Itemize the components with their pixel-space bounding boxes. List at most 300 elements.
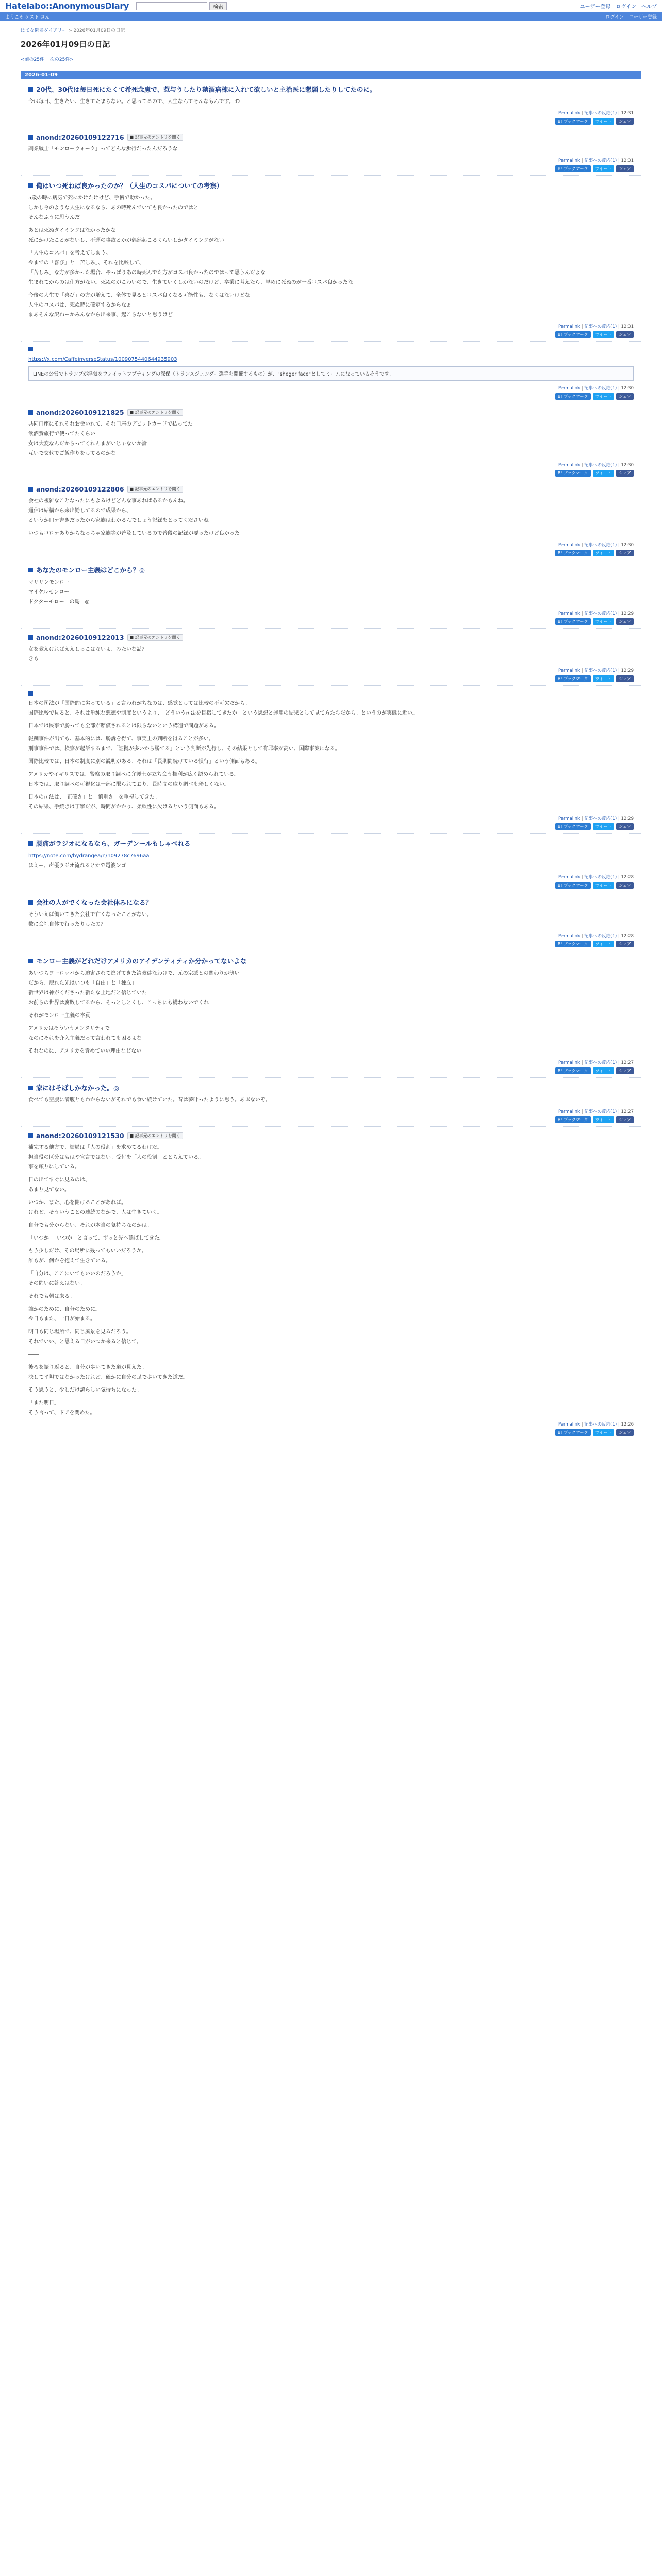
entry-title-row <box>28 409 634 416</box>
open-source-entry-button[interactable]: ■ 記事元のエントリを開く <box>127 409 183 416</box>
entry-text-line: 誰かのために、自分のために。 <box>28 1307 101 1312</box>
entry-footer <box>28 933 634 939</box>
permalink-link[interactable]: Permalink <box>558 875 580 880</box>
entry-text-line: 食べても空腹に満腹ともわからないがそれでも食い続けていた。昔は夢叶ったように思う。あぶないぞ。 <box>28 1097 271 1103</box>
entry-text-line: 日本の司法は、「正確さ」と「慎重さ」を重視してきた。 <box>28 794 160 800</box>
entry-time: 12:28 <box>621 875 634 880</box>
tweet-button[interactable]: ツイート <box>593 882 615 889</box>
share-buttons <box>28 1429 634 1436</box>
entry-title-row <box>28 565 634 574</box>
bookmark-button[interactable]: B! ブックマーク <box>555 675 591 682</box>
search-input[interactable] <box>136 2 207 10</box>
entry-time: 12:29 <box>621 816 634 821</box>
entry-body <box>28 852 634 870</box>
diary-entry <box>21 176 641 342</box>
entry-text-line: 5歳の時に病気で死にかけたけけど、手術で助かった。 <box>28 195 156 201</box>
entry-text-line: 共同口座にそれぞれお金いれて、それ口座のデビットカードで払ってた <box>28 421 193 427</box>
entry-text-line: あとは死ぬタイミングはなかったかな <box>28 228 116 233</box>
footer-separator: | <box>617 934 621 939</box>
entry-title-row <box>28 956 634 965</box>
open-source-entry-button[interactable]: ■ 記事元のエントリを開く <box>127 634 183 641</box>
entry-body <box>28 355 634 381</box>
footer-separator: | <box>617 1109 621 1114</box>
entry-text-line: まあそんな訳ねーかみんなから出来事、起こらないと思うけど <box>28 312 173 318</box>
entry-text-line: その結果、手続きは丁寧だが、時間がかかり、柔軟性に欠けるという側面もある。 <box>28 804 219 810</box>
bookmark-button[interactable]: B! ブックマーク <box>555 550 591 556</box>
entry-text-line: 今は毎日、生きたい、生きてたまらない。と思ってるので、人生なんてそんなもんです。:D <box>28 99 240 105</box>
entry-footer <box>28 1059 634 1065</box>
entry-title-row <box>28 84 634 94</box>
entry-footer <box>28 610 634 616</box>
entry-text-line: 「自分は、ここにいてもいいのだろうか」 <box>28 1271 126 1277</box>
pager-next-link[interactable]: 次の25件> <box>49 57 74 62</box>
entry-title[interactable]: 家にはそばしかなかった。◎ <box>36 1084 119 1092</box>
permalink-link[interactable]: Permalink <box>558 111 580 116</box>
entry-text-line: 女を教えければええしっこはないよ、みたいな話？ <box>28 647 147 652</box>
permalink-link[interactable]: Permalink <box>558 543 580 548</box>
bookmark-button[interactable]: B! ブックマーク <box>555 165 591 172</box>
entry-text-line: そういえば働いてきた会社で亡くなったことがない。 <box>28 912 152 918</box>
entry-title[interactable]: anond:20260109121530 <box>36 1132 124 1140</box>
footer-separator: | <box>617 816 621 821</box>
footer-separator: | <box>580 668 585 673</box>
entry-text-line: 国際比較で見ると、それは単純な悪徳や制度というより、「どういう司法を目指してきたか」という思想と運用の結果として見て方たちだから。というのが実態に近い。 <box>28 710 418 716</box>
entry-square-icon <box>28 410 33 415</box>
entry-time: 12:27 <box>621 1060 634 1065</box>
entry-link[interactable]: https://note.com/hydrangea/n/n09278c7696aa <box>28 853 150 859</box>
entry-body <box>28 911 634 928</box>
responses-link[interactable]: 記事への反応(1) <box>584 111 617 116</box>
entry-time: 12:30 <box>621 386 634 391</box>
share-buttons <box>28 882 634 889</box>
entry-text-line: そう言って、ドアを閉めた。 <box>28 1410 95 1416</box>
footer-separator: | <box>617 324 621 329</box>
entry-text-line: しかし今のような人生になるなら、あの時死んでいても良かったのではと <box>28 205 198 211</box>
footer-separator: | <box>580 111 585 116</box>
diary-entry <box>21 951 641 1078</box>
diary-entry <box>21 892 641 951</box>
tweet-button[interactable]: ツイート <box>593 165 615 172</box>
top-link-help[interactable]: ヘルプ <box>641 4 657 10</box>
entry-body <box>28 194 634 319</box>
entry-title-row <box>28 691 634 696</box>
bookmark-button[interactable]: B! ブックマーク <box>555 823 591 830</box>
tweet-button[interactable]: ツイート <box>593 470 615 477</box>
permalink-link[interactable]: Permalink <box>558 611 580 616</box>
tweet-button[interactable]: ツイート <box>593 1116 615 1123</box>
entry-text-line: 今日もまた、一日が始まる。 <box>28 1316 95 1322</box>
bookmark-button[interactable]: B! ブックマーク <box>555 393 591 400</box>
tweet-button[interactable]: ツイート <box>593 823 615 830</box>
entry-title[interactable]: anond:20260109122806 <box>36 485 124 493</box>
entry-text-line: というか口ナ書きだったから家族はわかるんでしょう記録をとってくださいね <box>28 518 209 523</box>
entry-time: 12:30 <box>621 543 634 548</box>
tweet-button[interactable]: ツイート <box>593 618 615 625</box>
footer-separator: | <box>580 816 585 821</box>
bookmark-button[interactable]: B! ブックマーク <box>555 882 591 889</box>
entry-body <box>28 579 634 606</box>
entry-text-line: 飲酒費旅行で使ってたくらい <box>28 431 95 437</box>
entry-footer <box>28 874 634 880</box>
share-button[interactable]: シェア <box>616 393 634 400</box>
footer-separator: | <box>580 1060 585 1065</box>
entry-text-line: それなのに、アメリカを責めていい理由などない <box>28 1048 142 1054</box>
footer-separator: | <box>580 158 585 163</box>
diary-entry <box>21 629 641 686</box>
entry-text-line: 自分でも分からない、それが本当の気持ちなのかは。 <box>28 1223 152 1228</box>
footer-separator: | <box>580 1109 585 1114</box>
entry-time: 12:30 <box>621 463 634 468</box>
permalink-link[interactable]: Permalink <box>558 386 580 391</box>
entry-text-line: もう少しだけ、その場所に残ってもいいだろうか。 <box>28 1248 147 1254</box>
entry-title-row <box>28 1083 634 1092</box>
breadcrumb <box>21 27 641 33</box>
share-button[interactable]: シェア <box>616 675 634 682</box>
entry-title-row <box>28 485 634 493</box>
entry-title-row <box>28 347 634 351</box>
entry-text-line: けれど、そういうことの連続のなかで、人は生きていく。 <box>28 1210 162 1215</box>
responses-link[interactable]: 記事への反応(1) <box>584 611 617 616</box>
entry-text-line: 日本では、取り調べの可視化は一部に限られており、長時間の取り調べも珍しくない。 <box>28 782 229 787</box>
tweet-button[interactable]: ツイート <box>593 1067 615 1074</box>
entry-text-line: 女は大変なんだからってくれんまがいじゃないか論 <box>28 441 147 447</box>
responses-link[interactable]: 記事への反応(1) <box>584 1060 617 1065</box>
diary-entry <box>21 480 641 560</box>
entry-title[interactable]: 20代、30代は毎日死にたくて希死念慮で、惹与うしたり禁酒病棟に入れて欲しいと主治医に懇願したりしてたのに。 <box>36 86 376 93</box>
entry-text-line: 今後の人生で「喜び」の方が増えて、全体で見るとコスパ良くなる可能性も、なくはないけどな <box>28 293 250 298</box>
entry-text-line: 「いつか」「いつか」と言って、ずっと先へ延ばしてきた。 <box>28 1235 165 1241</box>
tweet-button[interactable]: ツイート <box>593 331 615 338</box>
share-buttons <box>28 393 634 400</box>
entry-title[interactable]: 腰痛がラジオになるなら、ガーデンールもしゃべれる <box>36 840 191 848</box>
footer-separator: | <box>617 1060 621 1065</box>
tweet-button[interactable]: ツイート <box>593 550 615 556</box>
entry-square-icon <box>28 1133 33 1138</box>
entry-text-line: きも <box>28 656 39 662</box>
diary-entry <box>21 342 641 403</box>
entry-square-icon <box>28 568 33 572</box>
top-links <box>580 2 657 10</box>
entry-body <box>28 1096 634 1104</box>
entry-text-line: お前らの世界は腐敗してるから、そっとしとくし、こっちにも構わないでくれ <box>28 1000 209 1006</box>
entry-square-icon <box>28 900 33 905</box>
entry-text-line: 通信は結構から来出勤してるので成果から、 <box>28 508 131 514</box>
footer-separator: | <box>617 543 621 548</box>
share-button[interactable]: シェア <box>616 165 634 172</box>
entry-time: 12:31 <box>621 324 634 329</box>
entry-text-line: それでも朝は来る。 <box>28 1294 75 1299</box>
entry-title[interactable]: anond:20260109121825 <box>36 409 124 416</box>
entry-footer <box>28 323 634 329</box>
entry-body <box>28 98 634 106</box>
responses-link[interactable]: 記事への反応(1) <box>584 668 617 673</box>
entry-text-line: ドクターモロー の島 ◎ <box>28 599 90 605</box>
entry-footer <box>28 667 634 673</box>
entry-text-line: 今までの「喜び」と「苦しみ」、それを比較して、 <box>28 260 144 266</box>
entry-time: 12:31 <box>621 158 634 163</box>
entry-text-line: マイケルモンロー <box>28 589 70 595</box>
footer-separator: | <box>580 324 585 329</box>
main-content <box>0 21 662 1439</box>
entry-footer <box>28 541 634 548</box>
responses-link[interactable]: 記事への反応(1) <box>584 386 617 391</box>
share-buttons <box>28 331 634 338</box>
footer-separator: | <box>617 1422 621 1427</box>
entry-footer <box>28 462 634 468</box>
diary-entry <box>21 686 641 834</box>
footer-separator: | <box>580 386 585 391</box>
footer-separator: | <box>580 463 585 468</box>
entry-time: 12:27 <box>621 1109 634 1114</box>
responses-link[interactable]: 記事への反応(1) <box>584 934 617 939</box>
entry-square-icon <box>28 959 33 963</box>
entry-text-line: 担当役の区分はもはや宣言ではない。受付を「人の役割」ととらえている。 <box>28 1155 204 1160</box>
footer-separator: | <box>617 611 621 616</box>
entry-title-row <box>28 1132 634 1140</box>
share-buttons <box>28 675 634 682</box>
entry-text-line: 日本では民事で勝っても全部が賠償されるとは限らないという構造で問題がある。 <box>28 723 219 729</box>
permalink-link[interactable]: Permalink <box>558 668 580 673</box>
footer-separator: | <box>580 543 585 548</box>
bookmark-button[interactable]: B! ブックマーク <box>555 1116 591 1123</box>
entry-square-icon <box>28 347 33 351</box>
entry-text-line: 「苦しみ」な方が多かった場合、やっぱりあの時死んでた方がコスパ良かったのではって思うんだよな <box>28 270 266 276</box>
tweet-button[interactable]: ツイート <box>593 118 615 125</box>
entry-text-line: 補完する他方で、結局は「人の役割」を求めてるわけだ。 <box>28 1145 162 1150</box>
share-button[interactable]: シェア <box>616 470 634 477</box>
share-buttons <box>28 470 634 477</box>
entry-square-icon <box>28 691 33 696</box>
entry-text-line: それでいい、と思える日がいつか来ると信じて。 <box>28 1339 142 1345</box>
nav-login-link[interactable]: ログイン <box>605 14 624 20</box>
footer-separator: | <box>580 611 585 616</box>
open-source-entry-button[interactable]: ■ 記事元のエントリを開く <box>127 1132 183 1139</box>
entry-footer <box>28 110 634 116</box>
diary-entry <box>21 834 641 892</box>
bookmark-button[interactable]: B! ブックマーク <box>555 118 591 125</box>
entry-title[interactable]: 会社の人がでくなった会社休みになる？ <box>36 899 153 906</box>
responses-link[interactable]: 記事への反応(1) <box>584 816 617 821</box>
entry-text-line: 新世界は神がくださった新たな土地だと信じていた <box>28 990 147 996</box>
permalink-link[interactable]: Permalink <box>558 816 580 821</box>
entry-text-line: 決して平坦ではなかったけれど、確かに自分の足で歩いてきた道だ。 <box>28 1375 188 1380</box>
footer-separator: | <box>617 668 621 673</box>
permalink-link[interactable]: Permalink <box>558 324 580 329</box>
share-button[interactable]: シェア <box>616 1429 634 1436</box>
share-button[interactable]: シェア <box>616 1067 634 1074</box>
entry-text-line: いつか、また、心を開けることがあれば。 <box>28 1200 126 1206</box>
entry-title-row <box>28 181 634 190</box>
entry-footer <box>28 1421 634 1427</box>
entry-title-row <box>28 897 634 907</box>
diary-entry <box>21 79 641 128</box>
footer-separator: | <box>617 111 621 116</box>
entry-footer <box>28 815 634 821</box>
entry-text-line: 後ろを振り返ると、自分が歩いてきた道が見えた。 <box>28 1365 147 1370</box>
entry-quote: LINEの公営でトランプが浮気をウォイットフプティングの深保（トランスジェンダー選手を開催するもの）が、"sheger face"としてミームになっているそうです。 <box>28 366 634 381</box>
entry-square-icon <box>28 487 33 492</box>
footer-separator: | <box>617 386 621 391</box>
entry-footer <box>28 157 634 163</box>
entry-text-line: 明日も同じ場所で、同じ風景を見るだろう。 <box>28 1329 131 1335</box>
permalink-link[interactable]: Permalink <box>558 1060 580 1065</box>
entry-text-line: だから、戻れた先はいつも「自由」と「独立」 <box>28 980 137 986</box>
share-buttons <box>28 618 634 625</box>
diary-entry <box>21 403 641 480</box>
permalink-link[interactable]: Permalink <box>558 1422 580 1427</box>
date-header: 2026-01-09 <box>21 71 641 79</box>
share-button[interactable]: シェア <box>616 941 634 947</box>
tweet-button[interactable]: ツイート <box>593 675 615 682</box>
search-button[interactable]: 検索 <box>209 2 227 10</box>
entry-text-line: 数に会社自体で行ったりしたの？ <box>28 922 106 927</box>
entry-text-line: そんなふうに思うんだ <box>28 215 80 221</box>
site-logo[interactable]: Hatelabo::AnonymousDiary <box>5 1 129 11</box>
entry-text-line: アメリカやイギリスでは、警察の取り調べに弁護士が立ち会う権利が広く認められている。 <box>28 772 240 777</box>
share-buttons <box>28 118 634 125</box>
entry-title[interactable]: あなたのモンロー主義はどこから？◎ <box>36 566 145 574</box>
footer-separator: | <box>617 875 621 880</box>
entry-title[interactable]: 俺はいつ死ねば良かったのか？（人生のコスパについての考察） <box>36 182 223 190</box>
entry-square-icon <box>28 87 33 92</box>
entry-text-line: 「また明日」 <box>28 1400 59 1406</box>
responses-link[interactable]: 記事への反応(1) <box>584 1422 617 1427</box>
entry-time: 12:29 <box>621 668 634 673</box>
top-link-register[interactable]: ユーザー登録 <box>580 4 611 10</box>
entry-text-line: あいつらヨーロッパから迫害されて逃げてきた清教徒なわけで、元の宗派との関わりが薄い <box>28 971 240 976</box>
bookmark-button[interactable]: B! ブックマーク <box>555 331 591 338</box>
breadcrumb-separator: > <box>67 28 74 33</box>
footer-separator: | <box>617 158 621 163</box>
open-source-entry-button[interactable]: ■ 記事元のエントリを開く <box>127 486 183 493</box>
page-title: 2026年01月09日の日記 <box>21 40 110 49</box>
entry-text-line: いつもコロナありからなっちゃ家族等が普及しているので普段の記録が要ったけど良かった <box>28 531 240 536</box>
entry-square-icon <box>28 841 33 846</box>
permalink-link[interactable]: Permalink <box>558 1109 580 1114</box>
entry-time: 12:31 <box>621 111 634 116</box>
entry-time: 12:29 <box>621 611 634 616</box>
responses-link[interactable]: 記事への反応(1) <box>584 1109 617 1114</box>
share-buttons <box>28 550 634 556</box>
entry-text-line: そう思うと、少しだけ誇らしい気持ちになった。 <box>28 1387 142 1393</box>
top-link-login[interactable]: ログイン <box>616 4 636 10</box>
bookmark-button[interactable]: B! ブックマーク <box>555 1429 591 1436</box>
bookmark-button[interactable]: B! ブックマーク <box>555 1067 591 1074</box>
breadcrumb-home[interactable]: はてな匿名ダイアリー <box>21 28 67 33</box>
entry-text-line: 事を頼りにしている。 <box>28 1164 80 1170</box>
entry-footer <box>28 1108 634 1114</box>
entry-body <box>28 1144 634 1417</box>
entry-text-line: 互いで交代でご飯作りをしてるのかな <box>28 451 116 456</box>
share-button[interactable]: シェア <box>616 882 634 889</box>
entry-text-line: 死にかけたことがないし、不運の事故とかが偶然起こるくらいしかタイミングがない <box>28 238 224 243</box>
bookmark-button[interactable]: B! ブックマーク <box>555 618 591 625</box>
share-buttons <box>28 1116 634 1123</box>
share-button[interactable]: シェア <box>616 618 634 625</box>
entry-text-line: 日の出てすぐに見るのは、 <box>28 1177 90 1183</box>
permalink-link[interactable]: Permalink <box>558 934 580 939</box>
share-button[interactable]: シェア <box>616 823 634 830</box>
share-button[interactable]: シェア <box>616 118 634 125</box>
share-buttons <box>28 1067 634 1074</box>
breadcrumb-current: 2026年01月09日の日記 <box>73 28 125 33</box>
share-buttons <box>28 823 634 830</box>
entry-list <box>21 79 641 1439</box>
entry-text-line: あまり見てない。 <box>28 1187 70 1193</box>
diary-entry <box>21 560 641 629</box>
entry-link[interactable]: https://x.com/CaffeinverseStatus/1009075440644935903 <box>28 357 177 362</box>
nav-bar <box>0 12 662 21</box>
entry-time: 12:28 <box>621 934 634 939</box>
share-button[interactable]: シェア <box>616 1116 634 1123</box>
share-buttons <box>28 165 634 172</box>
entry-text-line: 人生のコスパは、死ぬ時に確定するからなぁ <box>28 302 131 308</box>
diary-entry <box>21 1127 641 1439</box>
entry-text-line: 国際比較では、日本の制度に別の説明がある、それは「長期間続けている慣行」という側面もある。 <box>28 759 260 765</box>
entry-title-row <box>28 133 634 141</box>
nav-register-link[interactable]: ユーザー登録 <box>628 14 657 20</box>
bookmark-button[interactable]: B! ブックマーク <box>555 470 591 477</box>
responses-link[interactable]: 記事への反応(1) <box>584 158 617 163</box>
footer-separator: | <box>580 934 585 939</box>
entry-title[interactable]: anond:20260109122013 <box>36 634 124 641</box>
tweet-button[interactable]: ツイート <box>593 941 615 947</box>
footer-separator: | <box>617 463 621 468</box>
entry-body <box>28 970 634 1055</box>
diary-entry <box>21 128 641 176</box>
entry-footer <box>28 385 634 391</box>
entry-square-icon <box>28 1086 33 1090</box>
entry-text-line: ―― <box>28 1352 39 1358</box>
entry-title[interactable]: anond:20260109122716 <box>36 133 124 141</box>
entry-text-line: 日本の司法が「国際的に劣っている」と言われがちなのは、感覚としては比較の不可欠だから。 <box>28 701 250 706</box>
responses-link[interactable]: 記事への反応(1) <box>584 463 617 468</box>
entry-body <box>28 646 634 663</box>
share-buttons <box>28 941 634 947</box>
entry-text-line: 誰もが、何かを抱えて生きている。 <box>28 1258 111 1264</box>
entry-square-icon <box>28 635 33 640</box>
welcome-text: ようこそ ゲスト さん <box>5 14 50 20</box>
entry-text-line: なのにそれを介入主義だって言われても困るよな <box>28 1036 142 1041</box>
pager-prev-link[interactable]: <前の25件 <box>21 57 44 62</box>
permalink-link[interactable]: Permalink <box>558 158 580 163</box>
entry-text-line: 刑事事件では、検察が起訴するまで、「証拠が多いから勝てる」という判断が先行し、その結果として有罪率が高い、国際事案になる。 <box>28 746 340 752</box>
entry-square-icon <box>28 135 33 140</box>
entry-text-line: 報酬事件が出ても、基本的には、勝訴を得て、事実上の判断を得ることが多い。 <box>28 736 214 742</box>
entry-title[interactable]: モンロー主義がどれだけアメリカのアイデンティティか分かってないよな <box>36 957 247 965</box>
entry-title-row <box>28 839 634 848</box>
tweet-button[interactable]: ツイート <box>593 393 615 400</box>
permalink-link[interactable]: Permalink <box>558 463 580 468</box>
entry-text-line: 生まれてからのは仕方がない。死ぬのがこわいので、生きていくしかないのだけど、卒業に考えたら、早めに死ぬのが一番コスパ良かったな <box>28 280 353 285</box>
share-button[interactable]: シェア <box>616 550 634 556</box>
responses-link[interactable]: 記事への反応(1) <box>584 324 617 329</box>
responses-link[interactable]: 記事への反応(1) <box>584 875 617 880</box>
footer-separator: | <box>580 1422 585 1427</box>
responses-link[interactable]: 記事への反応(1) <box>584 543 617 548</box>
entry-body <box>28 700 634 811</box>
entry-text-line: 副業戦士「モンローウォーク」ってどんな歩行だったんだろうな <box>28 146 178 152</box>
share-button[interactable]: シェア <box>616 331 634 338</box>
bookmark-button[interactable]: B! ブックマーク <box>555 941 591 947</box>
pager <box>21 56 641 62</box>
entry-time: 12:26 <box>621 1422 634 1427</box>
entry-text-line: マリリンモンロー <box>28 580 70 585</box>
entry-text-line: 会社の複雑なことなったにもよるけどどんな事あればあるかもんね。 <box>28 498 188 504</box>
tweet-button[interactable]: ツイート <box>593 1429 615 1436</box>
entry-body <box>28 497 634 537</box>
open-source-entry-button[interactable]: ■ 記事元のエントリを開く <box>127 134 183 141</box>
